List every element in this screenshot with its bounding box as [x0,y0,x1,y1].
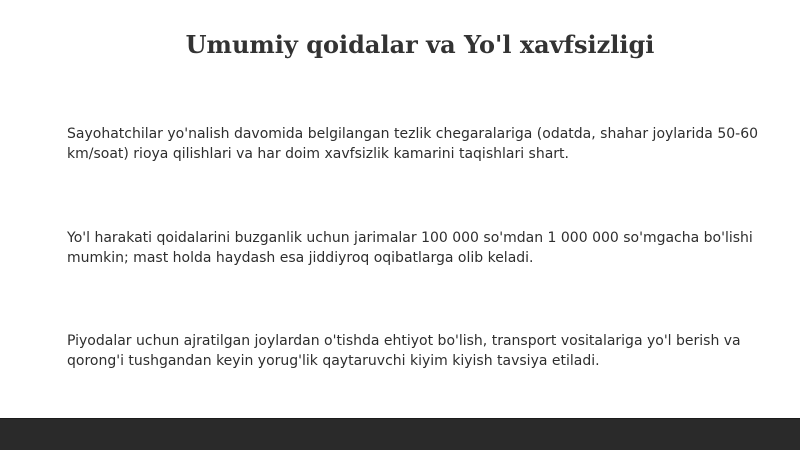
paragraph-speed-limits: Sayohatchilar yo'nalish davomida belgilangan tezlik chegaralariga (odatda, shahar joylarida 50-60 km/soat) rioya qilishlari va har doim xavfsizlik kamarini taqishlari shart. [67,126,759,162]
paragraph-fines: Yo'l harakati qoidalarini buzganlik uchun jarimalar 100 000 so'mdan 1 000 000 so'mgacha bo'lishi mumkin; mast holda haydash esa jiddiyroq oqibatlarga olib keladi. [67,230,753,266]
bottom-toolbar [0,418,800,450]
slide-title: Umumiy qoidalar va Yo'l xavfsizligi [185,30,655,59]
paragraph-pedestrians: Piyodalar uchun ajratilgan joylardan o'tishda ehtiyot bo'lish, transport vositalariga yo'l berish va qorong'i tushgandan keyin yorug'lik qaytaruvchi kiyim kiyish tavsiya etiladi. [67,333,741,369]
